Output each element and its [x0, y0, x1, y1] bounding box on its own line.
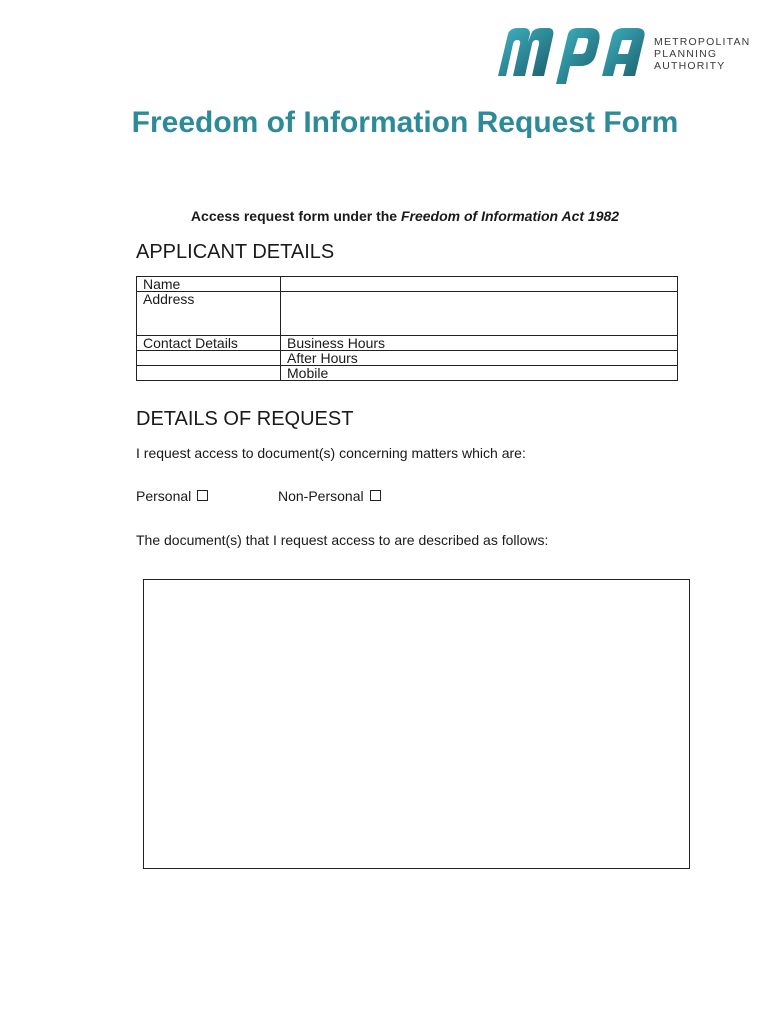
- request-intro-text: I request access to document(s) concerning matters which are:: [136, 445, 526, 461]
- empty-label-cell: [137, 351, 281, 366]
- empty-label-cell: [137, 366, 281, 381]
- personal-label: Personal: [136, 488, 192, 504]
- applicant-details-table: [136, 276, 678, 381]
- non-personal-checkbox[interactable]: [370, 490, 381, 501]
- subtitle-act-name: Freedom of Information Act 1982: [400, 208, 620, 224]
- details-of-request-heading: DETAILS OF REQUEST: [136, 408, 354, 430]
- non-personal-option[interactable]: [278, 488, 381, 504]
- name-label: Name: [137, 277, 281, 292]
- contact-details-label: Contact Details: [137, 336, 281, 351]
- mpa-logo: [494, 24, 751, 84]
- name-field[interactable]: [281, 277, 678, 292]
- mobile-field[interactable]: Mobile: [281, 366, 678, 381]
- mpa-logo-mark: [494, 24, 649, 84]
- table-row: [137, 277, 678, 292]
- logo-wordmark: [654, 36, 750, 72]
- table-row: [137, 336, 678, 351]
- form-title: Freedom of Information Request Form: [131, 106, 679, 139]
- non-personal-label: Non-Personal: [278, 488, 364, 504]
- documents-description-prompt: The document(s) that I request access to are described as follows:: [136, 532, 549, 548]
- logo-line-1: METROPOLITAN: [654, 36, 751, 48]
- logo-line-2: PLANNING: [654, 48, 718, 60]
- form-subtitle: [100, 208, 710, 224]
- applicant-details-heading: APPLICANT DETAILS: [136, 241, 335, 263]
- table-row: [137, 351, 678, 366]
- personal-checkbox[interactable]: [197, 490, 208, 501]
- logo-line-3: AUTHORITY: [654, 60, 726, 72]
- subtitle-prefix: Access request form under the: [190, 208, 401, 224]
- table-row: [137, 366, 678, 381]
- personal-option[interactable]: [136, 488, 208, 504]
- after-hours-field[interactable]: After Hours: [281, 351, 678, 366]
- documents-description-box[interactable]: [143, 579, 690, 869]
- table-row: [137, 292, 678, 336]
- address-label: Address: [137, 292, 281, 336]
- business-hours-field[interactable]: Business Hours: [281, 336, 678, 351]
- address-field[interactable]: [281, 292, 678, 336]
